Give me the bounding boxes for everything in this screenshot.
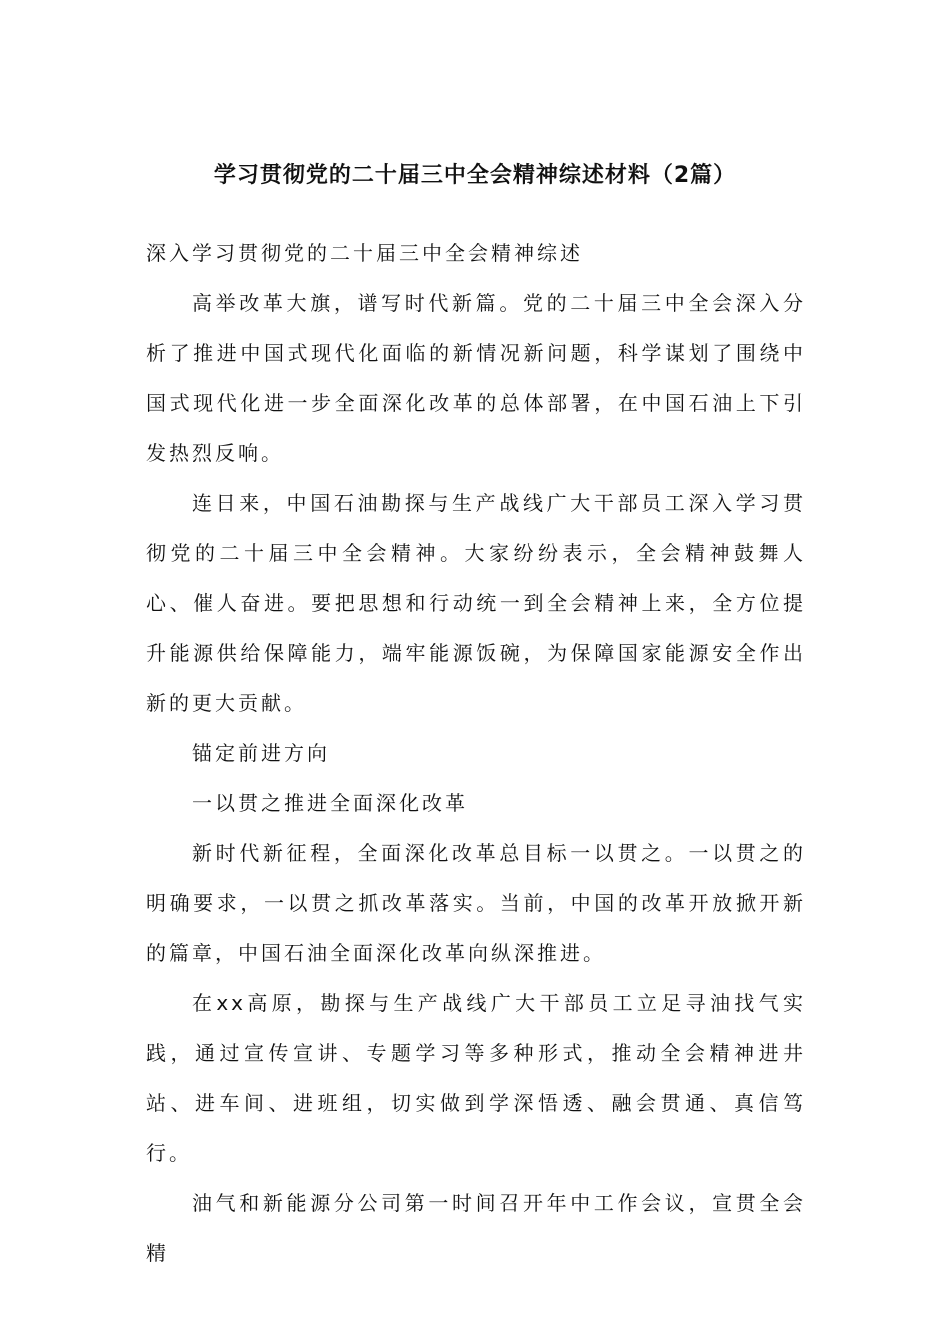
paragraph-2: 连日来，中国石油勘探与生产战线广大干部员工深入学习贯彻党的二十届三中全会精神。大家纷纷表示，全会精神鼓舞人心、催人奋进。要把思想和行动统一到全会精神上来，全方位提升能源供给保障能力，端牢能源饭碗，为保障国家能源安全作出新的更大贡献。 — [146, 491, 806, 715]
document-body — [146, 228, 806, 1278]
paragraph-4: 在xx高原，勘探与生产战线广大干部员工立足寻油找气实践，通过宣传宣讲、专题学习等多种形式，推动全会精神进井站、进车间、进班组，切实做到学深悟透、融会贯通、真信笃行。 — [146, 991, 806, 1165]
paragraph-1: 高举改革大旗，谱写时代新篇。党的二十届三中全会深入分析了推进中国式现代化面临的新情况新问题，科学谋划了围绕中国式现代化进一步全面深化改革的总体部署，在中国石油上下引发热烈反响。 — [146, 291, 806, 465]
document-title: 学习贯彻党的二十届三中全会精神综述材料（2篇） — [213, 163, 737, 188]
article-subtitle: 深入学习贯彻党的二十届三中全会精神综述 — [146, 241, 583, 265]
paragraph-3: 新时代新征程，全面深化改革总目标一以贯之。一以贯之的明确要求，一以贯之抓改革落实。当前，中国的改革开放掀开新的篇章，中国石油全面深化改革向纵深推进。 — [146, 841, 806, 965]
section-heading-1: 锚定前进方向 — [192, 741, 330, 765]
section-heading-2: 一以贯之推进全面深化改革 — [192, 791, 468, 815]
paragraph-5: 油气和新能源分公司第一时间召开年中工作会议，宣贯全会精 — [146, 1191, 806, 1265]
